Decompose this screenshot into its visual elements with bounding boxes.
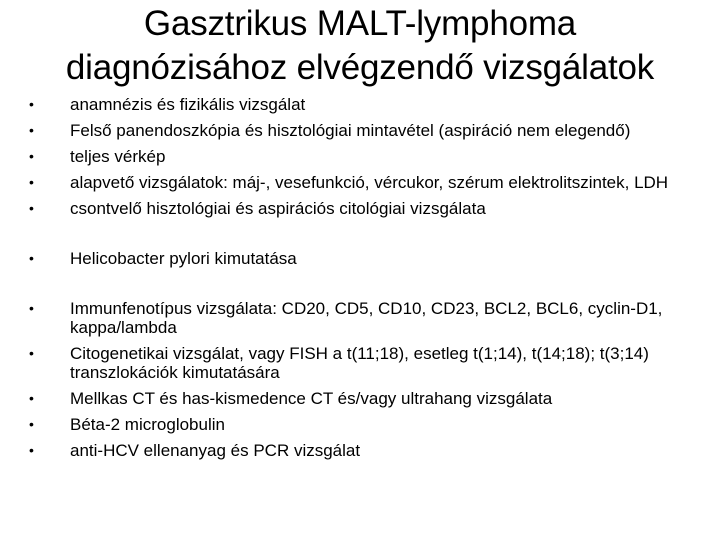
- bullet-list: [26, 95, 706, 467]
- list-item: [26, 441, 706, 460]
- bullet-icon: •: [29, 390, 34, 406]
- bullet-icon: •: [29, 148, 34, 164]
- bullet-icon: •: [29, 300, 34, 316]
- list-item-text: Felső panendoszkópia és hisztológiai mintavétel (aspiráció nem elegendő): [70, 121, 631, 140]
- bullet-icon: •: [29, 122, 34, 138]
- list-item-text: anti-HCV ellenanyag és PCR vizsgálat: [70, 441, 361, 460]
- bullet-icon: •: [29, 200, 34, 216]
- list-item: [26, 173, 706, 192]
- bullet-icon: •: [29, 250, 34, 266]
- list-item: [26, 95, 706, 114]
- list-item: [26, 415, 706, 434]
- bullet-icon: •: [29, 174, 34, 190]
- list-item-text: Mellkas CT és has-kismedence CT és/vagy ultrahang vizsgálata: [70, 389, 553, 408]
- list-item: [26, 147, 706, 166]
- bullet-icon: •: [29, 442, 34, 458]
- list-item-text: csontvelő hisztológiai és aspirációs citológiai vizsgálata: [70, 199, 486, 218]
- list-item-text: teljes vérkép: [70, 147, 166, 166]
- list-item-text: Citogenetikai vizsgálat, vagy FISH a t(11;18), esetleg t(1;14), t(14;18); t(3;14) transzlokációk kimutatására: [70, 344, 649, 382]
- bullet-icon: •: [29, 96, 34, 112]
- list-item-text: Helicobacter pylori kimutatása: [70, 249, 297, 268]
- bullet-icon: •: [29, 416, 34, 432]
- list-item: [26, 199, 706, 218]
- list-item: [26, 249, 706, 268]
- slide-title: [0, 2, 720, 90]
- title-line-2: diagnózisához elvégzendő vizsgálatok: [65, 48, 655, 87]
- list-item: [26, 121, 706, 140]
- list-item-text: Béta-2 microglobulin: [70, 415, 225, 434]
- list-item: [26, 389, 706, 408]
- list-item: [26, 299, 706, 337]
- list-item-text: alapvető vizsgálatok: máj-, vesefunkció, vércukor, szérum elektrolitszintek, LDH: [70, 173, 669, 192]
- list-item-text: anamnézis és fizikális vizsgálat: [70, 95, 306, 114]
- list-item-text: Immunfenotípus vizsgálata: CD20, CD5, CD10, CD23, BCL2, BCL6, cyclin-D1, kappa/lambda: [70, 299, 663, 337]
- title-line-1: Gasztrikus MALT-lymphoma: [143, 4, 577, 43]
- bullet-icon: •: [29, 345, 34, 361]
- list-item: [26, 344, 706, 382]
